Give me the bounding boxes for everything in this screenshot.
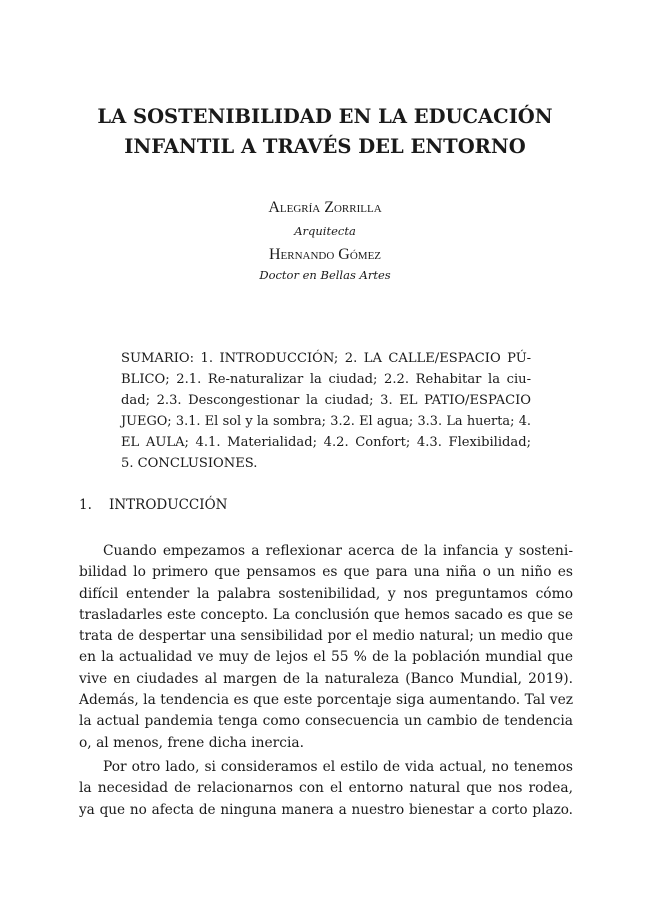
text-line: la actual pandemia tenga como consecuencia un cambio de tendencia xyxy=(79,713,573,730)
text-line: Además, la tendencia es que este porcentaje siga aumentando. Tal vez xyxy=(79,692,573,709)
text-line: trata de despertar una sensibilidad por el medio natural; un medio que xyxy=(79,628,573,645)
summary-line: EL AULA; 4.1. Materialidad; 4.2. Confort; 4.3. Flexibilidad; xyxy=(121,435,531,450)
title-line: INFANTIL A TRAVÉS DEL ENTORNO xyxy=(124,135,526,158)
summary-block xyxy=(121,348,531,474)
text-line: en la actualidad ve muy de lejos el 55 % de la población mundial que xyxy=(79,649,573,666)
text-line: la necesidad de relacionarnos con el entorno natural que nos rodea, xyxy=(79,780,573,797)
author-affiliation: Arquitecta xyxy=(294,224,356,238)
author-name: Hernando Gómez xyxy=(268,246,382,263)
paper-title xyxy=(0,102,650,162)
section-number: 1. xyxy=(79,497,92,513)
summary-line: SUMARIO: 1. INTRODUCCIÓN; 2. LA CALLE/ESPACIO PÚ- xyxy=(121,351,531,366)
text-line: vive en ciudades al margen de la naturaleza (Banco Mundial, 2019). xyxy=(79,670,573,687)
section-title: INTRODUCCIÓN xyxy=(109,497,228,513)
text-line: o, al menos, frene dicha inercia. xyxy=(79,734,304,751)
summary-line: JUEGO; 3.1. El sol y la sombra; 3.2. El agua; 3.3. La huerta; 4. xyxy=(121,414,531,429)
author-name: Alegría Zorrilla xyxy=(268,199,382,216)
title-line: LA SOSTENIBILIDAD EN LA EDUCACIÓN xyxy=(97,105,553,128)
summary-line: dad; 2.3. Descongestionar la ciudad; 3. EL PATIO/ESPACIO xyxy=(121,393,531,408)
author-affiliation: Doctor en Bellas Artes xyxy=(259,268,391,282)
text-line: Por otro lado, si consideramos el estilo de vida actual, no tenemos xyxy=(103,759,573,775)
summary-line: BLICO; 2.1. Re-naturalizar la ciudad; 2.2. Rehabitar la ciu- xyxy=(121,372,531,387)
text-line: ya que no afecta de ninguna manera a nuestro bienestar a corto plazo. xyxy=(79,801,573,818)
section-heading xyxy=(79,497,227,513)
paragraph xyxy=(79,541,573,754)
text-line: bilidad lo primero que pensamos es que para una niña o un niño es xyxy=(79,564,573,581)
text-line: trasladarles este concepto. La conclusión que hemos sacado es que se xyxy=(79,606,573,623)
paragraph xyxy=(79,757,573,821)
summary-line: 5. CONCLUSIONES. xyxy=(121,456,258,471)
text-line: difícil entender la palabra sostenibilidad, y nos preguntamos cómo xyxy=(79,585,573,602)
text-line: Cuando empezamos a reflexionar acerca de la infancia y sosteni- xyxy=(103,543,573,559)
